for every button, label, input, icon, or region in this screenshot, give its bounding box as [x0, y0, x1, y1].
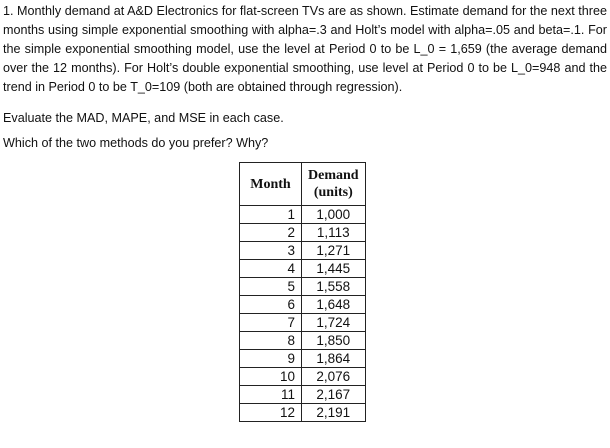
demand-header-units: (units) [313, 185, 353, 200]
table-row [240, 260, 366, 278]
demand-cell: 1,724 [302, 314, 366, 332]
table-row [240, 242, 366, 260]
month-cell: 4 [240, 260, 302, 278]
demand-cell: 2,076 [302, 368, 366, 386]
problem-paragraph: 1. Monthly demand at A&D Electronics for flat-screen TVs are as shown. Estimate demand for the next three months using simple exponential smoothing with alpha=.3 and Holt’s model with alpha=.05 and beta=.1. For the simple exponential smoothing model, use the level at Period 0 to be L_0 = 1,659 (the average demand over the 12 months). For Holt’s double exponential smoothing, use level at Period 0 to be L_0=948 and the trend in Period 0 to be T_0=109 (both are obtained through regression). [3, 4, 607, 94]
month-cell: 1 [240, 206, 302, 224]
demand-cell: 1,271 [302, 242, 366, 260]
table-row [240, 206, 366, 224]
month-cell: 8 [240, 332, 302, 350]
table-row [240, 224, 366, 242]
demand-cell: 2,167 [302, 386, 366, 404]
month-column-header: Month [240, 163, 302, 206]
question-evaluate-errors: Evaluate the MAD, MAPE, and MSE in each case. [3, 111, 284, 125]
demand-cell: 1,113 [302, 224, 366, 242]
month-cell: 2 [240, 224, 302, 242]
month-cell: 5 [240, 278, 302, 296]
month-cell: 3 [240, 242, 302, 260]
table-row [240, 278, 366, 296]
table-row [240, 314, 366, 332]
table-row [240, 404, 366, 422]
demand-cell: 1,850 [302, 332, 366, 350]
table-row [240, 350, 366, 368]
table-row [240, 332, 366, 350]
table-row [240, 296, 366, 314]
demand-cell: 1,445 [302, 260, 366, 278]
demand-cell: 1,558 [302, 278, 366, 296]
month-cell: 7 [240, 314, 302, 332]
month-cell: 11 [240, 386, 302, 404]
demand-cell: 1,864 [302, 350, 366, 368]
demand-table [239, 162, 366, 422]
demand-cell: 2,191 [302, 404, 366, 422]
problem-statement [3, 2, 607, 105]
demand-header-label: Demand [308, 168, 359, 183]
demand-cell: 1,000 [302, 206, 366, 224]
month-cell: 10 [240, 368, 302, 386]
table-row [240, 386, 366, 404]
month-cell: 12 [240, 404, 302, 422]
month-cell: 6 [240, 296, 302, 314]
demand-cell: 1,648 [302, 296, 366, 314]
month-cell: 9 [240, 350, 302, 368]
demand-column-header [302, 163, 366, 206]
question-preferred-method: Which of the two methods do you prefer? Why? [3, 136, 269, 150]
table-row [240, 368, 366, 386]
table-header-row [240, 163, 366, 206]
